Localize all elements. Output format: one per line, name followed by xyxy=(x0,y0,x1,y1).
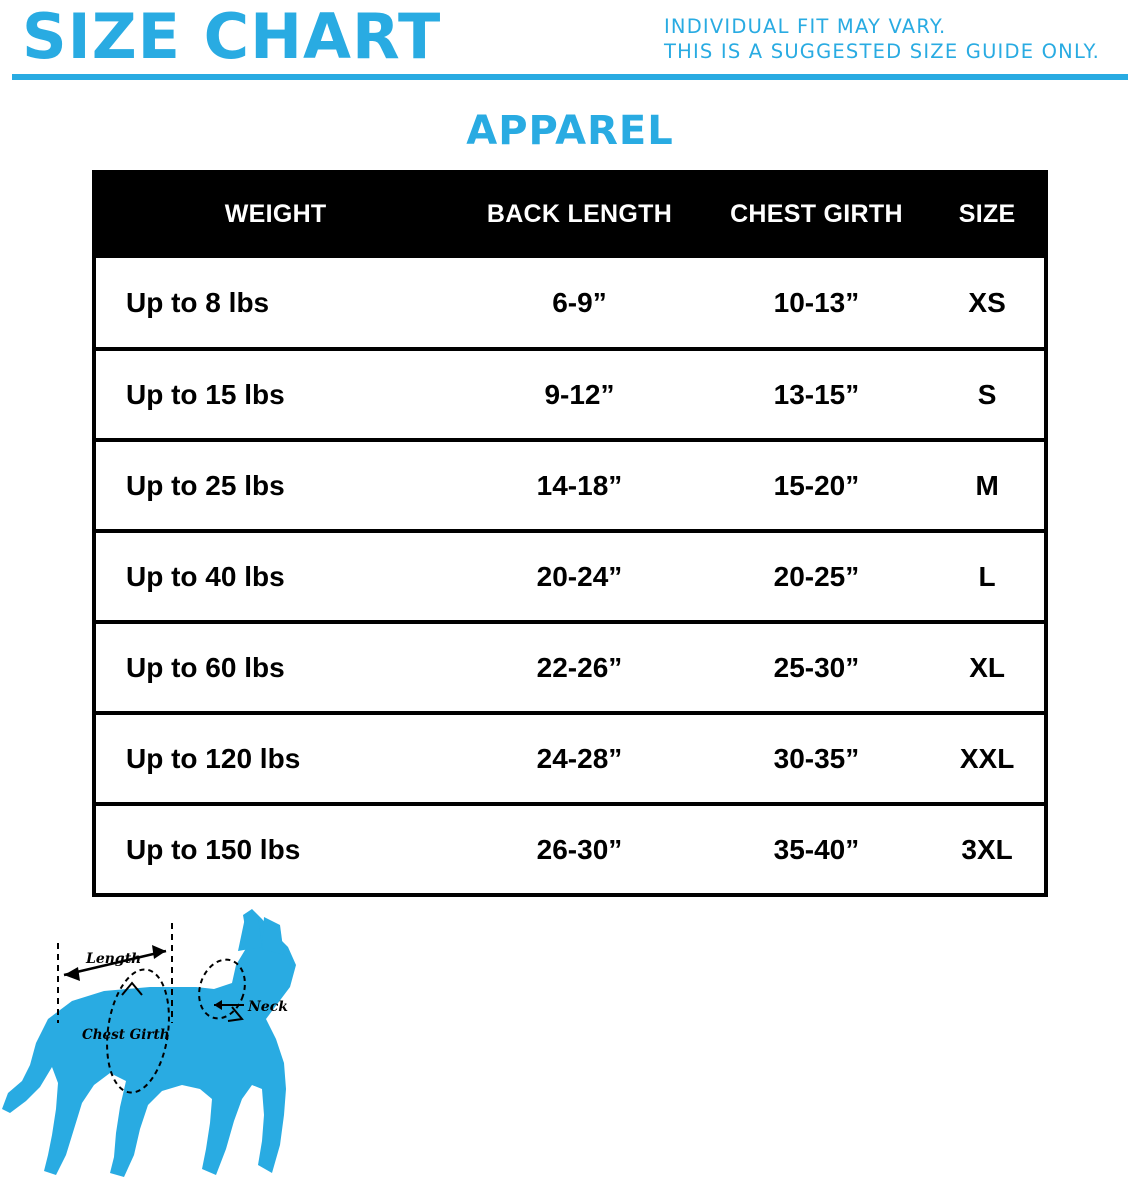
table-row xyxy=(96,804,1044,895)
cell-size: M xyxy=(930,440,1044,531)
label-length: Length xyxy=(86,951,142,967)
cell-chest-girth: 13-15” xyxy=(703,349,931,440)
size-chart-table xyxy=(96,170,1044,897)
header-divider xyxy=(12,74,1128,80)
table-body xyxy=(96,258,1044,895)
cell-size: XS xyxy=(930,258,1044,349)
fit-disclaimer-line-2: THIS IS A SUGGESTED SIZE GUIDE ONLY. xyxy=(663,40,1100,63)
cell-weight: Up to 40 lbs xyxy=(96,531,456,622)
page-title: SIZE CHART xyxy=(22,0,442,73)
section-title: APPAREL xyxy=(466,108,674,154)
cell-chest-girth: 15-20” xyxy=(703,440,931,531)
size-chart-table-wrapper xyxy=(92,170,1048,897)
dog-silhouette-icon xyxy=(2,909,296,1177)
cell-back-length: 24-28” xyxy=(456,713,702,804)
fit-disclaimer xyxy=(664,6,1126,64)
table-row xyxy=(96,258,1044,349)
measurement-diagram xyxy=(0,903,1140,1193)
table-row xyxy=(96,713,1044,804)
dog-measurement-illustration xyxy=(0,903,1140,1193)
table-header xyxy=(96,170,1044,258)
table-row xyxy=(96,531,1044,622)
cell-size: S xyxy=(930,349,1044,440)
cell-chest-girth: 35-40” xyxy=(703,804,931,895)
cell-weight: Up to 15 lbs xyxy=(96,349,456,440)
cell-weight: Up to 8 lbs xyxy=(96,258,456,349)
cell-size: L xyxy=(930,531,1044,622)
cell-back-length: 26-30” xyxy=(456,804,702,895)
cell-weight: Up to 60 lbs xyxy=(96,622,456,713)
table-row xyxy=(96,349,1044,440)
cell-size: XXL xyxy=(930,713,1044,804)
table-header-row xyxy=(96,170,1044,258)
cell-size: XL xyxy=(930,622,1044,713)
cell-chest-girth: 30-35” xyxy=(703,713,931,804)
cell-back-length: 6-9” xyxy=(456,258,702,349)
column-header-back-length: BACK LENGTH xyxy=(456,170,702,258)
cell-weight: Up to 120 lbs xyxy=(96,713,456,804)
label-neck: Neck xyxy=(248,999,288,1015)
table-row xyxy=(96,440,1044,531)
table-row xyxy=(96,622,1044,713)
label-chest-girth: Chest Girth xyxy=(82,1027,170,1043)
column-header-chest-girth: CHEST GIRTH xyxy=(703,170,931,258)
fit-disclaimer-line-1: INDIVIDUAL FIT MAY VARY. xyxy=(663,15,947,38)
column-header-size: SIZE xyxy=(930,170,1044,258)
page-header xyxy=(0,0,1140,73)
cell-back-length: 22-26” xyxy=(456,622,702,713)
column-header-weight: WEIGHT xyxy=(96,170,456,258)
length-arrow-head-right xyxy=(152,945,166,959)
cell-back-length: 14-18” xyxy=(456,440,702,531)
cell-weight: Up to 25 lbs xyxy=(96,440,456,531)
cell-chest-girth: 10-13” xyxy=(703,258,931,349)
cell-back-length: 20-24” xyxy=(456,531,702,622)
cell-chest-girth: 25-30” xyxy=(703,622,931,713)
length-arrow-head-left xyxy=(64,967,80,981)
cell-size: 3XL xyxy=(930,804,1044,895)
cell-weight: Up to 150 lbs xyxy=(96,804,456,895)
cell-back-length: 9-12” xyxy=(456,349,702,440)
cell-chest-girth: 20-25” xyxy=(703,531,931,622)
